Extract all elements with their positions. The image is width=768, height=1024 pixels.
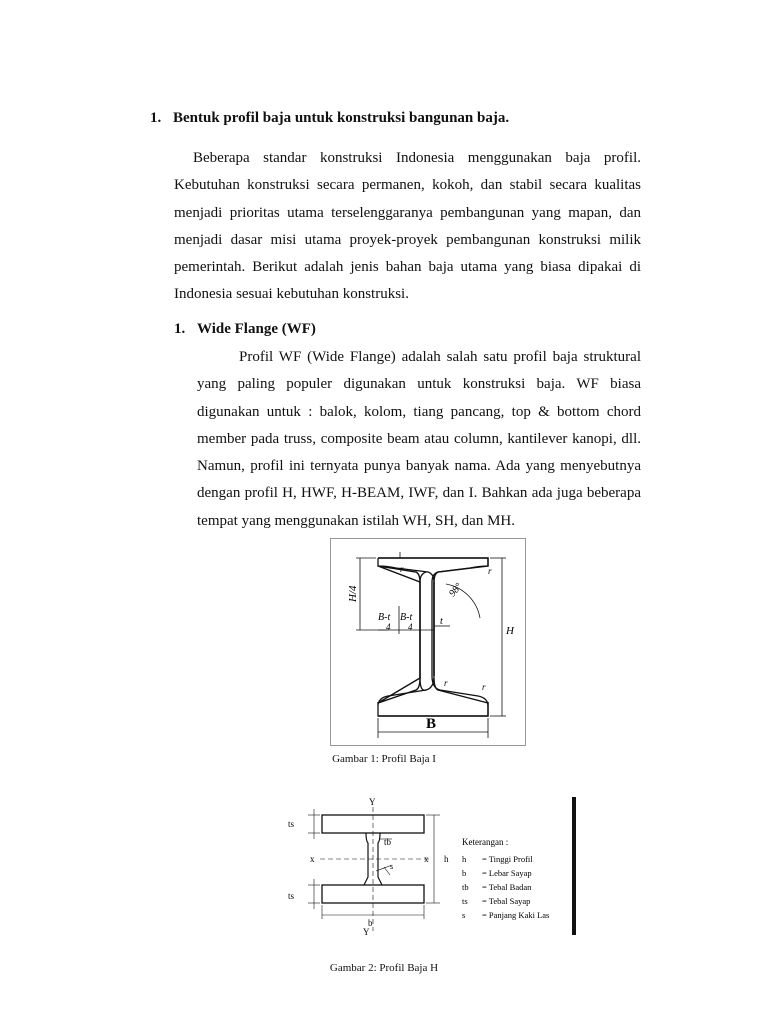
label-h-quarter: H/4 xyxy=(347,585,359,602)
section-title: Bentuk profil baja untuk konstruksi bangunan baja. xyxy=(173,110,510,126)
subsection-paragraph xyxy=(197,344,641,535)
paragraph-line: yang paling populer digunakan untuk konstruksi baja. WF biasa xyxy=(197,376,641,393)
label-r2-bottom: r xyxy=(482,682,486,692)
figure-2-caption: Gambar 2: Profil Baja H xyxy=(329,962,439,974)
label-h: h xyxy=(444,854,449,864)
subsection-number: 1. xyxy=(174,321,186,337)
figure-2-h-profile-drawing xyxy=(280,795,576,941)
legend-sym: ts xyxy=(462,896,468,906)
figure-1-caption: Gambar 1: Profil Baja I xyxy=(332,753,436,765)
label-tb: tb xyxy=(384,837,392,847)
label-b: B xyxy=(426,716,437,732)
label-bt1-right: B-t xyxy=(400,612,413,623)
section-paragraph xyxy=(174,145,641,309)
label-4-right: 4 xyxy=(408,622,413,632)
legend-sym: tb xyxy=(462,882,469,892)
subsection-heading xyxy=(174,321,316,338)
label-s: s xyxy=(390,862,394,871)
label-x-right: x xyxy=(424,854,429,864)
legend-list xyxy=(462,854,549,920)
label-b: b xyxy=(368,918,373,928)
label-r2-top: r xyxy=(488,566,492,576)
paragraph-line: Indonesia sesuai kebutuhan konstruksi. xyxy=(174,286,409,303)
paragraph-line: Profil WF (Wide Flange) adalah salah satu profil baja struktural xyxy=(239,349,641,365)
paragraph-line: tempat yang menggunakan istilah WH, SH, dan MH. xyxy=(197,512,516,529)
paragraph-line: menjadi dasar misi utama proyek-proyek pembangunan konstruksi milik xyxy=(174,231,641,248)
figure-border xyxy=(572,797,576,939)
paragraph-line: digunakan untuk : balok, kolom, tiang pancang, top & bottom chord xyxy=(197,403,641,420)
label-t1: t xyxy=(440,616,443,627)
paragraph-line: member pada truss, composite beam atau column, kantilever kanopi, dll. xyxy=(197,430,641,447)
paragraph-line: Namun, profil ini ternyata punya banyak nama. Ada yang menyebutnya xyxy=(197,458,641,475)
legend-desc: = Panjang Kaki Las xyxy=(482,910,550,920)
paragraph-line: menjadi prioritas utama terselenggaranya pembangunan yang mapan, dan xyxy=(174,204,641,221)
paragraph-line: Beberapa standar konstruksi Indonesia menggunakan baja profil. xyxy=(193,150,641,166)
legend-desc: = Tebal Badan xyxy=(482,882,532,892)
paragraph-line: Kebutuhan konstruksi secara permanen, kokoh, dan stabil secara kualitas xyxy=(174,177,641,194)
figure-1-i-profile-drawing xyxy=(330,538,526,746)
label-ts-top: ts xyxy=(288,819,295,829)
label-4-left: 4 xyxy=(386,622,391,632)
legend-title: Keterangan : xyxy=(462,837,509,847)
subsection-title: Wide Flange (WF) xyxy=(197,321,316,337)
legend-sym: s xyxy=(462,910,466,920)
legend-desc: = Tinggi Profil xyxy=(482,854,533,864)
label-y-top: Y xyxy=(369,797,376,807)
label-bt1-left: B-t xyxy=(378,612,391,623)
section-number: 1. xyxy=(150,110,162,126)
label-h: H xyxy=(506,625,514,637)
label-y-bottom: Y xyxy=(363,927,370,937)
legend-sym: h xyxy=(462,854,467,864)
paragraph-line: pemerintah. Berikut adalah jenis bahan baja utama yang biasa dipakai di xyxy=(174,259,641,276)
label-r1-top: r xyxy=(400,564,404,574)
label-r1-bottom: r xyxy=(444,678,448,688)
paragraph-line: dengan profil H, HWF, H-BEAM, IWF, dan I. Bahkan ada juga beberapa xyxy=(197,485,641,502)
label-angle: 98° xyxy=(447,581,465,600)
label-ts-bottom: ts xyxy=(288,891,295,901)
legend-desc: = Lebar Sayap xyxy=(482,868,532,878)
legend-desc: = Tebal Sayap xyxy=(482,896,531,906)
section-heading xyxy=(150,110,509,127)
legend-sym: b xyxy=(462,868,467,878)
label-x-left: x xyxy=(310,854,315,864)
